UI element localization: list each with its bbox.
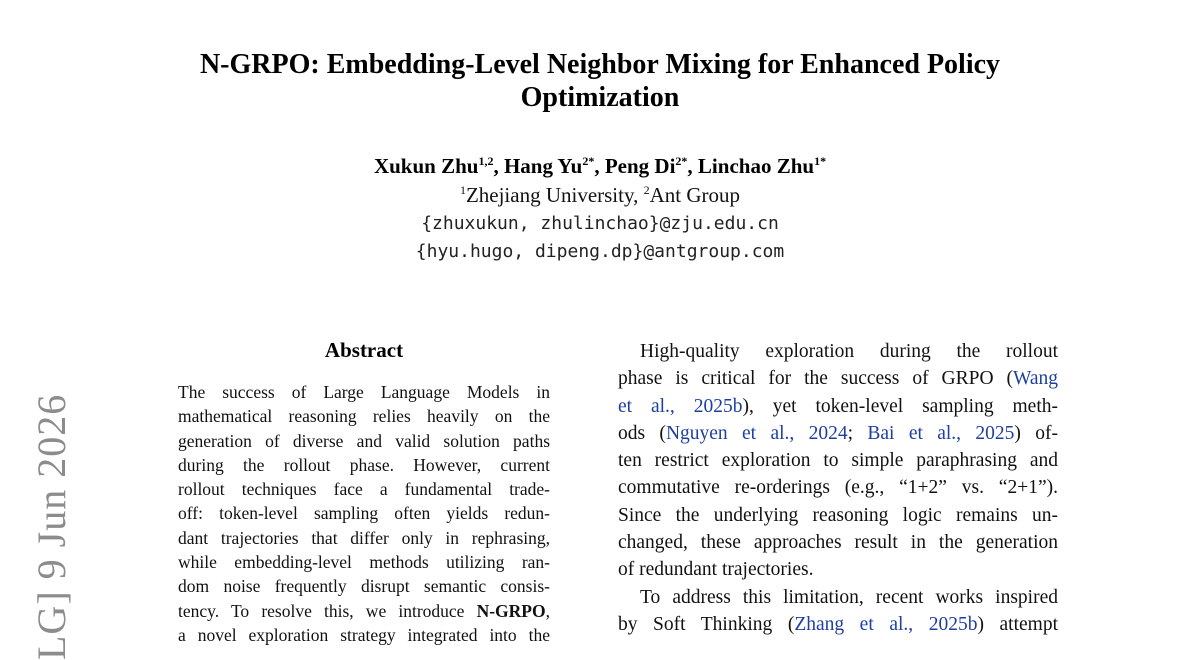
affil-marker: 2 [643,183,650,197]
abstract-line: rollout techniques face a fundamental trade- [178,479,550,500]
method-name: N-GRPO [476,600,546,621]
abstract-line-text: , [545,600,550,621]
abstract-line: during the rollout phase. However, current [178,454,550,475]
intro-line [618,611,1058,638]
citation-link[interactable]: Wang [1013,368,1058,390]
paper-title [150,48,1050,114]
author-affil-marker: 1* [814,154,827,168]
abstract-line: dom noise frequently disrupt semantic consis- [178,576,550,597]
author-affil-marker: 2* [582,154,595,168]
arxiv-stamp: LG] 9 Jun 2026 [29,393,74,660]
abstract-line: dant trajectories that differ only in rephrasing, [178,527,550,548]
author-name: Hang Yu [503,154,583,178]
citation-link[interactable]: Zhang et al., 2025b [794,613,978,635]
abstract-body [178,380,550,647]
intro-text: ods ( [618,422,666,444]
intro-text: ), yet token-level sampling meth- [742,395,1058,417]
abstract-heading: Abstract [324,338,404,362]
abstract-line: off: token-level sampling often yields redun- [178,503,550,524]
paper-title-line-2: Optimization [520,82,680,113]
email-line: {hyu.hugo, dipeng.dp}@antgroup.com [415,241,785,262]
intro-line [618,365,1058,392]
intro-line: Since the underlying reasoning logic remains un- [618,504,1058,526]
intro-line: commutative re-orderings (e.g., “1+2” vs. “2+1”). [618,477,1058,499]
abstract-line: mathematical reasoning relies heavily on the [178,406,550,427]
citation-link[interactable]: et al., 2025b [618,395,743,417]
affiliations: $^1$Zhejiang University, $^2$Ant Group [459,183,741,207]
author-name: Peng Di [604,154,676,178]
intro-line: High-quality exploration during the rollout [640,341,1058,362]
intro-line: ten restrict exploration to simple paraphrasing and [618,450,1058,472]
intro-line [618,420,1058,447]
author-affil-marker: 2* [675,154,688,168]
intro-line [618,393,1058,420]
citation-link[interactable]: Bai et al., 2025 [867,422,1015,444]
abstract-line [178,599,550,623]
affil-name: Zhejiang University [465,183,634,207]
abstract-line: The success of Large Language Models in [178,382,550,402]
abstract-line: while embedding-level methods utilizing ran- [178,552,550,573]
author-name: Linchao Zhu [697,154,815,178]
intro-text: ) of- [1014,422,1059,444]
author-list: Xukun Zhu$^{1,2}$, Hang $Yu^{2*}$, Peng $Di^{2*}$, Linchao Zhu$^{1*}$ [373,154,827,178]
paper-title-line-1: N-GRPO: Embedding-Level Neighbor Mixing for Enhanced Policy [199,49,1001,80]
author-name: Xukun Zhu [373,154,479,178]
intro-line: To address this limitation, recent works inspired [640,586,1058,608]
author-affil-marker: 1,2 [478,154,494,168]
intro-line: of redundant trajectories. [618,559,814,581]
intro-line: changed, these approaches result in the generation [618,532,1058,554]
intro-text: phase is critical for the success of GRPO ( [618,368,1013,390]
intro-text: ; [847,422,868,444]
introduction-column [618,338,1058,638]
abstract-line: generation of diverse and valid solution paths [178,430,550,451]
intro-text: by Soft Thinking ( [618,613,795,635]
intro-text: ) attempt [977,613,1058,635]
affil-name: Ant Group [649,183,741,207]
abstract-line: a novel exploration strategy integrated into the [178,624,550,645]
email-line: {zhuxukun, zhulinchao}@zju.edu.cn [421,213,779,234]
affil-marker: 1 [459,183,466,197]
abstract-line-text: tency. To resolve this, we introduce [178,600,477,621]
citation-link[interactable]: Nguyen et al., 2024 [665,422,848,444]
